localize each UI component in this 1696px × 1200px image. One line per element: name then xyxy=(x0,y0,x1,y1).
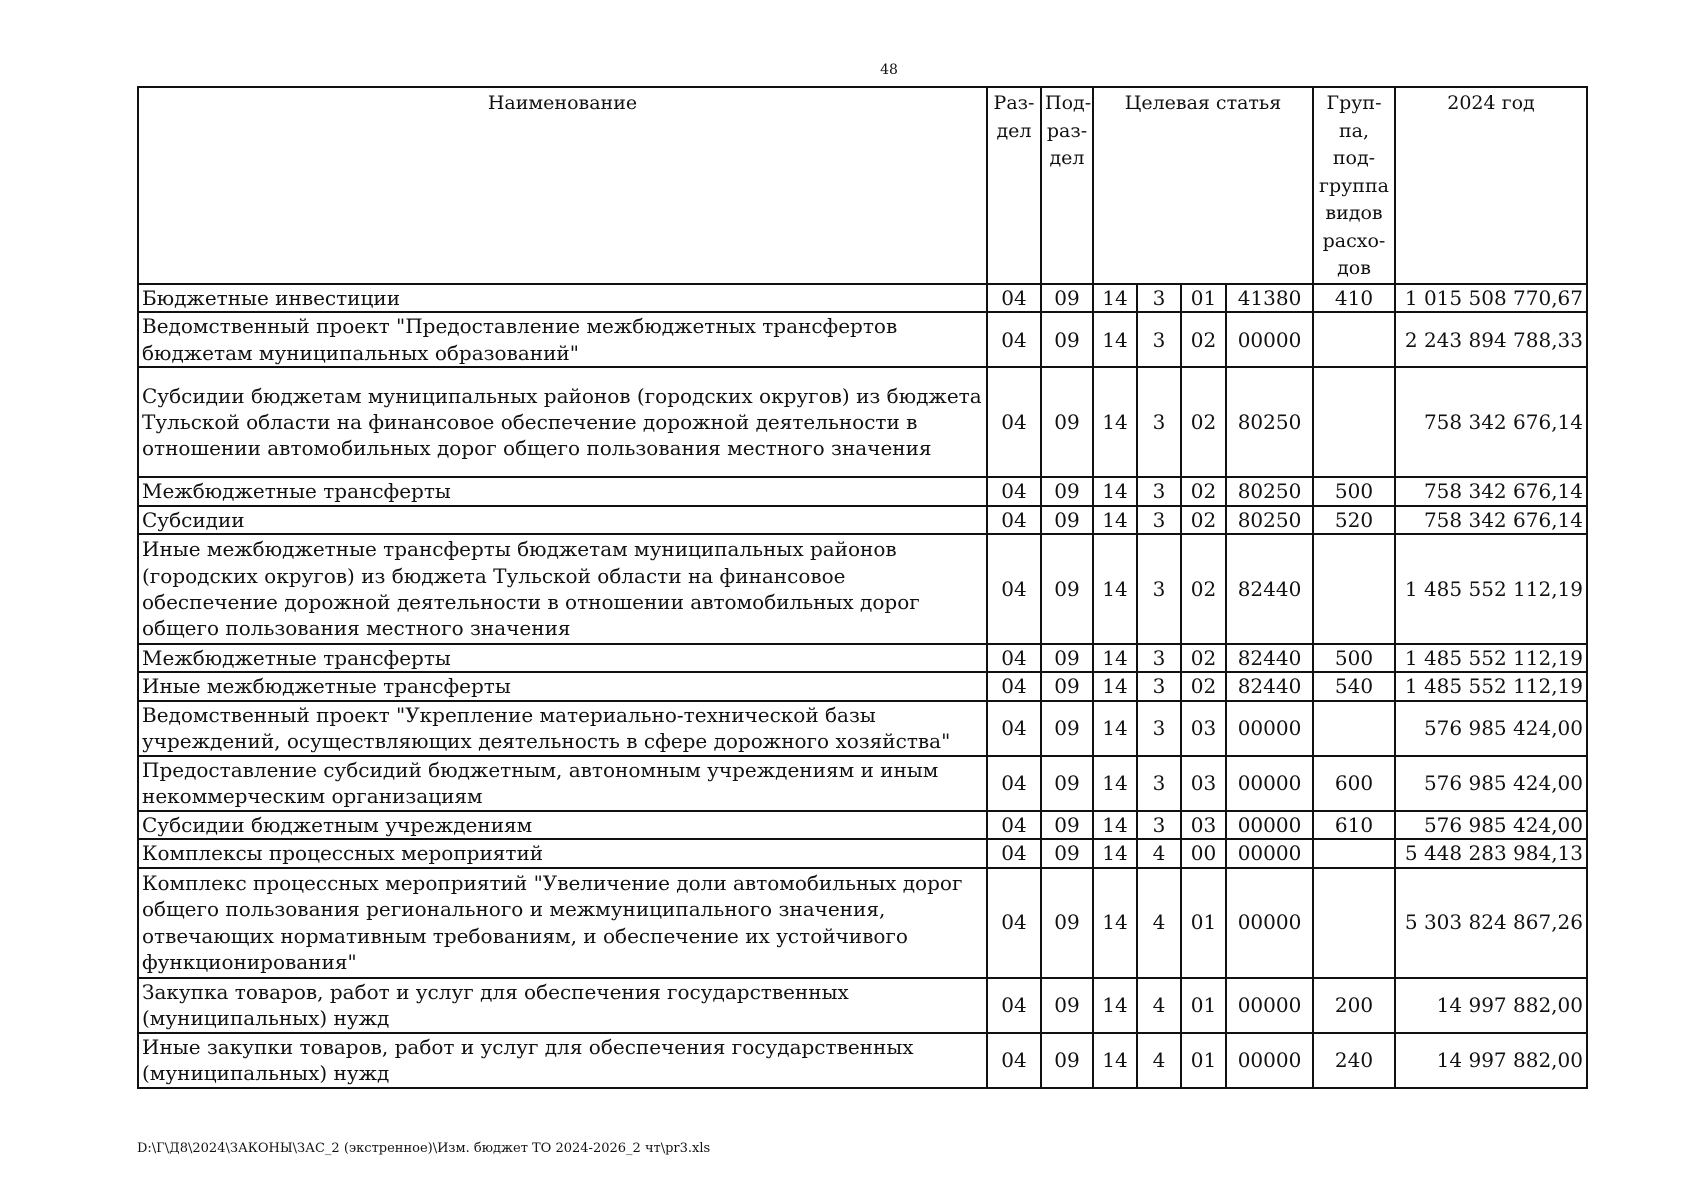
row-target-direction: 00000 xyxy=(1226,811,1313,839)
table-row xyxy=(138,839,1587,867)
row-section: 04 xyxy=(987,534,1041,644)
row-target-direction: 00000 xyxy=(1226,312,1313,367)
row-target-direction: 82440 xyxy=(1226,672,1313,700)
row-name: Межбюджетные трансферты xyxy=(138,644,987,672)
row-target-direction: 00000 xyxy=(1226,756,1313,811)
table-row xyxy=(138,672,1587,700)
table-row xyxy=(138,284,1587,312)
row-target-program: 14 xyxy=(1093,534,1137,644)
row-name: Субсидии бюджетам муниципальных районов (городских округов) из бюджета Тульской области на финансовое обеспечение дорожной деятельности в отношении автомобильных дорог общего пользования местного значения xyxy=(138,367,987,477)
row-target-program: 14 xyxy=(1093,672,1137,700)
row-target-program: 14 xyxy=(1093,839,1137,867)
row-expense-group: 540 xyxy=(1313,672,1395,700)
row-expense-group xyxy=(1313,312,1395,367)
row-expense-group: 520 xyxy=(1313,506,1395,534)
row-target-program: 14 xyxy=(1093,978,1137,1033)
row-name: Закупка товаров, работ и услуг для обеспечения государственных (муниципальных) нужд xyxy=(138,978,987,1033)
row-amount: 1 485 552 112,19 xyxy=(1395,672,1587,700)
row-target-program: 14 xyxy=(1093,284,1137,312)
table-row xyxy=(138,477,1587,505)
row-amount: 758 342 676,14 xyxy=(1395,367,1587,477)
row-expense-group: 500 xyxy=(1313,477,1395,505)
row-target-direction: 82440 xyxy=(1226,534,1313,644)
row-amount: 14 997 882,00 xyxy=(1395,978,1587,1033)
page-number: 48 xyxy=(880,62,898,78)
table-body xyxy=(138,284,1587,1088)
row-target-item: 01 xyxy=(1181,1033,1226,1088)
row-name: Субсидии бюджетным учреждениям xyxy=(138,811,987,839)
row-target-program: 14 xyxy=(1093,644,1137,672)
row-target-type: 3 xyxy=(1137,506,1181,534)
row-target-item: 03 xyxy=(1181,701,1226,756)
row-name: Субсидии xyxy=(138,506,987,534)
row-target-type: 3 xyxy=(1137,534,1181,644)
row-amount: 2 243 894 788,33 xyxy=(1395,312,1587,367)
row-target-type: 3 xyxy=(1137,756,1181,811)
header-target-article: Целевая статья xyxy=(1093,87,1313,284)
row-amount: 1 015 508 770,67 xyxy=(1395,284,1587,312)
row-target-item: 01 xyxy=(1181,284,1226,312)
row-target-item: 02 xyxy=(1181,672,1226,700)
table-row xyxy=(138,534,1587,644)
header-year: 2024 год xyxy=(1395,87,1587,284)
row-target-program: 14 xyxy=(1093,868,1137,978)
row-target-type: 3 xyxy=(1137,811,1181,839)
table-header-row xyxy=(138,87,1587,284)
row-target-direction: 00000 xyxy=(1226,1033,1313,1088)
row-section: 04 xyxy=(987,978,1041,1033)
row-subsection: 09 xyxy=(1041,534,1093,644)
row-target-type: 3 xyxy=(1137,367,1181,477)
row-amount: 1 485 552 112,19 xyxy=(1395,644,1587,672)
row-target-type: 4 xyxy=(1137,868,1181,978)
row-expense-group xyxy=(1313,868,1395,978)
row-target-direction: 00000 xyxy=(1226,839,1313,867)
row-subsection: 09 xyxy=(1041,477,1093,505)
row-target-item: 00 xyxy=(1181,839,1226,867)
row-subsection: 09 xyxy=(1041,312,1093,367)
row-target-type: 4 xyxy=(1137,839,1181,867)
row-expense-group xyxy=(1313,839,1395,867)
row-target-item: 01 xyxy=(1181,978,1226,1033)
row-subsection: 09 xyxy=(1041,1033,1093,1088)
row-amount: 576 985 424,00 xyxy=(1395,811,1587,839)
row-target-type: 4 xyxy=(1137,1033,1181,1088)
file-path: D:\Г\Д8\2024\ЗАКОНЫ\ЗАС_2 (экстренное)\Изм. бюджет ТО 2024-2026_2 чт\pr3.xls xyxy=(137,1141,711,1156)
row-target-program: 14 xyxy=(1093,477,1137,505)
table-row xyxy=(138,1033,1587,1088)
row-target-type: 4 xyxy=(1137,978,1181,1033)
row-section: 04 xyxy=(987,506,1041,534)
row-section: 04 xyxy=(987,756,1041,811)
row-target-item: 02 xyxy=(1181,506,1226,534)
row-section: 04 xyxy=(987,477,1041,505)
header-section: Раз- дел xyxy=(987,87,1041,284)
row-target-direction: 80250 xyxy=(1226,367,1313,477)
row-amount: 576 985 424,00 xyxy=(1395,756,1587,811)
row-target-type: 3 xyxy=(1137,477,1181,505)
row-name: Ведомственный проект "Предоставление межбюджетных трансфертов бюджетам муниципальных образований" xyxy=(138,312,987,367)
row-subsection: 09 xyxy=(1041,701,1093,756)
row-target-program: 14 xyxy=(1093,701,1137,756)
row-amount: 14 997 882,00 xyxy=(1395,1033,1587,1088)
row-target-direction: 80250 xyxy=(1226,477,1313,505)
row-target-program: 14 xyxy=(1093,756,1137,811)
row-target-item: 02 xyxy=(1181,312,1226,367)
table-row xyxy=(138,978,1587,1033)
row-target-type: 3 xyxy=(1137,672,1181,700)
row-section: 04 xyxy=(987,1033,1041,1088)
table-row xyxy=(138,701,1587,756)
table-row xyxy=(138,868,1587,978)
row-section: 04 xyxy=(987,644,1041,672)
row-section: 04 xyxy=(987,868,1041,978)
row-expense-group: 600 xyxy=(1313,756,1395,811)
row-target-item: 03 xyxy=(1181,811,1226,839)
row-expense-group: 610 xyxy=(1313,811,1395,839)
row-expense-group: 200 xyxy=(1313,978,1395,1033)
header-expense-group: Груп- па, под- группа видов расхо- дов xyxy=(1313,87,1395,284)
table-row xyxy=(138,811,1587,839)
row-name: Комплекс процессных мероприятий "Увеличение доли автомобильных дорог общего пользования регионального и межмуниципального значения, отвечающих нормативным требованиям, и обеспечение их устойчивого функционирования" xyxy=(138,868,987,978)
row-subsection: 09 xyxy=(1041,811,1093,839)
row-section: 04 xyxy=(987,701,1041,756)
row-target-type: 3 xyxy=(1137,644,1181,672)
row-expense-group: 410 xyxy=(1313,284,1395,312)
row-target-type: 3 xyxy=(1137,312,1181,367)
row-target-direction: 00000 xyxy=(1226,868,1313,978)
table-row xyxy=(138,644,1587,672)
row-amount: 5 303 824 867,26 xyxy=(1395,868,1587,978)
row-amount: 5 448 283 984,13 xyxy=(1395,839,1587,867)
row-target-item: 02 xyxy=(1181,534,1226,644)
row-target-program: 14 xyxy=(1093,312,1137,367)
row-target-item: 01 xyxy=(1181,868,1226,978)
row-section: 04 xyxy=(987,811,1041,839)
row-target-item: 02 xyxy=(1181,367,1226,477)
header-name: Наименование xyxy=(138,87,987,284)
row-expense-group xyxy=(1313,701,1395,756)
row-target-type: 3 xyxy=(1137,701,1181,756)
row-target-direction: 00000 xyxy=(1226,978,1313,1033)
row-amount: 758 342 676,14 xyxy=(1395,506,1587,534)
row-target-program: 14 xyxy=(1093,506,1137,534)
row-target-program: 14 xyxy=(1093,1033,1137,1088)
row-amount: 758 342 676,14 xyxy=(1395,477,1587,505)
row-subsection: 09 xyxy=(1041,978,1093,1033)
row-name: Ведомственный проект "Укрепление материально-технической базы учреждений, осуществляющих деятельность в сфере дорожного хозяйства" xyxy=(138,701,987,756)
row-name: Комплексы процессных мероприятий xyxy=(138,839,987,867)
row-amount: 1 485 552 112,19 xyxy=(1395,534,1587,644)
row-target-item: 02 xyxy=(1181,644,1226,672)
row-name: Бюджетные инвестиции xyxy=(138,284,987,312)
header-subsection: Под- раз- дел xyxy=(1041,87,1093,284)
table-row xyxy=(138,312,1587,367)
row-target-item: 02 xyxy=(1181,477,1226,505)
row-name: Межбюджетные трансферты xyxy=(138,477,987,505)
row-name: Иные закупки товаров, работ и услуг для обеспечения государственных (муниципальных) нужд xyxy=(138,1033,987,1088)
row-target-program: 14 xyxy=(1093,811,1137,839)
row-subsection: 09 xyxy=(1041,506,1093,534)
row-section: 04 xyxy=(987,312,1041,367)
row-target-item: 03 xyxy=(1181,756,1226,811)
row-section: 04 xyxy=(987,839,1041,867)
row-target-direction: 82440 xyxy=(1226,644,1313,672)
row-name: Иные межбюджетные трансферты бюджетам муниципальных районов (городских округов) из бюджета Тульской области на финансовое обеспечение дорожной деятельности в отношении автомобильных дорог общего пользования местного значения xyxy=(138,534,987,644)
row-section: 04 xyxy=(987,284,1041,312)
row-subsection: 09 xyxy=(1041,839,1093,867)
row-subsection: 09 xyxy=(1041,672,1093,700)
row-target-direction: 41380 xyxy=(1226,284,1313,312)
table-row xyxy=(138,506,1587,534)
row-expense-group xyxy=(1313,367,1395,477)
row-subsection: 09 xyxy=(1041,644,1093,672)
row-name: Иные межбюджетные трансферты xyxy=(138,672,987,700)
budget-table xyxy=(137,86,1588,1089)
row-subsection: 09 xyxy=(1041,756,1093,811)
row-subsection: 09 xyxy=(1041,284,1093,312)
row-subsection: 09 xyxy=(1041,367,1093,477)
row-section: 04 xyxy=(987,367,1041,477)
row-section: 04 xyxy=(987,672,1041,700)
row-target-type: 3 xyxy=(1137,284,1181,312)
row-subsection: 09 xyxy=(1041,868,1093,978)
row-expense-group: 500 xyxy=(1313,644,1395,672)
row-expense-group: 240 xyxy=(1313,1033,1395,1088)
row-amount: 576 985 424,00 xyxy=(1395,701,1587,756)
row-target-direction: 80250 xyxy=(1226,506,1313,534)
row-expense-group xyxy=(1313,534,1395,644)
table-row xyxy=(138,367,1587,477)
row-target-direction: 00000 xyxy=(1226,701,1313,756)
row-name: Предоставление субсидий бюджетным, автономным учреждениям и иным некоммерческим организациям xyxy=(138,756,987,811)
table-row xyxy=(138,756,1587,811)
row-target-program: 14 xyxy=(1093,367,1137,477)
